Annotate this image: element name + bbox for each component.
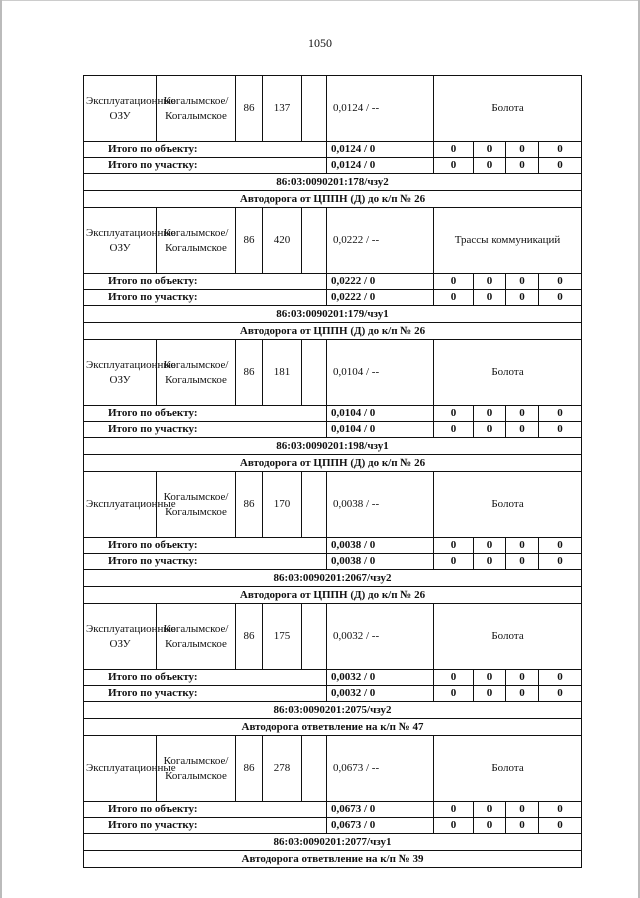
total-area: 0,0104 / 0 [327,422,434,438]
object-total-row [84,142,582,158]
total-value: 0 [506,802,539,818]
road-name-cell: Автодорога ответвление на к/п № 47 [84,719,582,736]
object-total-row [84,538,582,554]
location: Когалымское/ Когалымское [157,208,236,274]
blank-cell [302,604,327,670]
location: Когалымское/ Когалымское [157,340,236,406]
cadastral-number [84,438,582,455]
total-value: 0 [434,422,474,438]
land-category: Болота [434,472,582,538]
total-value: 0 [506,670,539,686]
road-name-cell: Автодорога ответвление на к/п № 39 [84,851,582,868]
total-value: 0 [474,274,506,290]
cadastral-number [84,174,582,191]
cadastral-number-cell: 86:03:0090201:2075/чзу2 [84,702,582,719]
total-value: 0 [434,670,474,686]
total-value: 0 [506,142,539,158]
cadastral-number [84,702,582,719]
land-category: Болота [434,340,582,406]
total-area: 0,0673 / 0 [327,802,434,818]
total-label: Итого по объекту: [84,142,327,158]
plot-total-row [84,686,582,702]
total-label: Итого по объекту: [84,670,327,686]
road-name [84,587,582,604]
object-total-row [84,274,582,290]
total-label: Итого по участку: [84,158,327,174]
total-area: 0,0038 / 0 [327,538,434,554]
plot-row [84,76,582,142]
total-area: 0,0222 / 0 [327,290,434,306]
land-type: Эксплуатационные ОЗУ [84,76,157,142]
cadastral-number-cell: 86:03:0090201:2077/чзу1 [84,834,582,851]
cadastral-number-cell: 86:03:0090201:179/чзу1 [84,306,582,323]
total-value: 0 [474,422,506,438]
total-value: 0 [474,142,506,158]
total-value: 0 [506,290,539,306]
total-label: Итого по участку: [84,554,327,570]
total-value: 0 [539,142,582,158]
total-value: 0 [434,538,474,554]
object-total-row [84,802,582,818]
road-name [84,851,582,868]
blank-cell [302,736,327,802]
total-area: 0,0124 / 0 [327,158,434,174]
total-label: Итого по объекту: [84,802,327,818]
road-name-cell: Автодорога от ЦППН (Д) до к/п № 26 [84,587,582,604]
region-code: 86 [236,736,263,802]
total-label: Итого по объекту: [84,274,327,290]
document-sheet [83,75,561,868]
total-value: 0 [539,290,582,306]
region-code: 86 [236,472,263,538]
location: Когалымское/ Когалымское [157,76,236,142]
location: Когалымское/ Когалымское [157,736,236,802]
total-value: 0 [434,406,474,422]
total-area: 0,0038 / 0 [327,554,434,570]
land-category: Трассы коммуникаций [434,208,582,274]
land-category: Болота [434,736,582,802]
total-value: 0 [506,422,539,438]
total-value: 0 [474,686,506,702]
road-name-cell: Автодорога от ЦППН (Д) до к/п № 26 [84,323,582,340]
region-code: 86 [236,604,263,670]
total-value: 0 [539,670,582,686]
total-value: 0 [434,554,474,570]
quarter-number: 278 [263,736,302,802]
road-name [84,323,582,340]
total-value: 0 [474,538,506,554]
total-value: 0 [506,818,539,834]
total-value: 0 [474,818,506,834]
cadastral-number [84,306,582,323]
area-value: 0,0222 / -- [327,208,434,274]
total-value: 0 [474,554,506,570]
land-type: Эксплуатационные [84,736,157,802]
road-name [84,455,582,472]
page-number: 1050 [308,36,332,50]
plot-row [84,736,582,802]
area-value: 0,0104 / -- [327,340,434,406]
land-type: Эксплуатационные ОЗУ [84,604,157,670]
plot-row [84,604,582,670]
location: Когалымское/ Когалымское [157,472,236,538]
land-category: Болота [434,76,582,142]
total-value: 0 [506,538,539,554]
total-value: 0 [434,686,474,702]
object-total-row [84,406,582,422]
total-value: 0 [474,406,506,422]
total-label: Итого по участку: [84,422,327,438]
total-value: 0 [434,274,474,290]
land-type: Эксплуатационные ОЗУ [84,208,157,274]
total-value: 0 [539,274,582,290]
total-value: 0 [539,158,582,174]
total-label: Итого по объекту: [84,538,327,554]
total-value: 0 [506,686,539,702]
land-type: Эксплуатационные [84,472,157,538]
total-area: 0,0124 / 0 [327,142,434,158]
land-plot-table [83,75,582,868]
cadastral-number-cell: 86:03:0090201:198/чзу1 [84,438,582,455]
total-area: 0,0222 / 0 [327,274,434,290]
blank-cell [302,76,327,142]
region-code: 86 [236,340,263,406]
road-name [84,719,582,736]
total-value: 0 [539,686,582,702]
plot-total-row [84,818,582,834]
land-category: Болота [434,604,582,670]
plot-total-row [84,290,582,306]
scan-edge-top [0,0,640,1]
plot-row [84,472,582,538]
blank-cell [302,208,327,274]
total-value: 0 [474,158,506,174]
location: Когалымское/ Когалымское [157,604,236,670]
cadastral-number [84,834,582,851]
quarter-number: 175 [263,604,302,670]
total-area: 0,0104 / 0 [327,406,434,422]
total-area: 0,0032 / 0 [327,670,434,686]
total-value: 0 [474,670,506,686]
total-label: Итого по участку: [84,686,327,702]
total-value: 0 [434,290,474,306]
total-value: 0 [539,422,582,438]
total-value: 0 [506,406,539,422]
total-area: 0,0673 / 0 [327,818,434,834]
object-total-row [84,670,582,686]
road-name-cell: Автодорога от ЦППН (Д) до к/п № 26 [84,191,582,208]
total-value: 0 [539,406,582,422]
total-value: 0 [434,818,474,834]
region-code: 86 [236,76,263,142]
quarter-number: 181 [263,340,302,406]
total-value: 0 [474,802,506,818]
cadastral-number [84,570,582,587]
total-value: 0 [539,818,582,834]
road-name [84,191,582,208]
table-body [84,76,582,868]
area-value: 0,0124 / -- [327,76,434,142]
total-value: 0 [539,538,582,554]
plot-total-row [84,158,582,174]
total-value: 0 [506,554,539,570]
plot-row [84,340,582,406]
blank-cell [302,340,327,406]
scan-edge-left [0,0,2,898]
total-label: Итого по участку: [84,290,327,306]
land-type: Эксплуатационные ОЗУ [84,340,157,406]
total-label: Итого по объекту: [84,406,327,422]
area-value: 0,0032 / -- [327,604,434,670]
cadastral-number-cell: 86:03:0090201:178/чзу2 [84,174,582,191]
quarter-number: 170 [263,472,302,538]
cadastral-number-cell: 86:03:0090201:2067/чзу2 [84,570,582,587]
area-value: 0,0038 / -- [327,472,434,538]
total-value: 0 [539,802,582,818]
quarter-number: 420 [263,208,302,274]
plot-row [84,208,582,274]
region-code: 86 [236,208,263,274]
total-value: 0 [506,274,539,290]
total-value: 0 [434,158,474,174]
total-value: 0 [506,158,539,174]
road-name-cell: Автодорога от ЦППН (Д) до к/п № 26 [84,455,582,472]
total-area: 0,0032 / 0 [327,686,434,702]
blank-cell [302,472,327,538]
total-value: 0 [539,554,582,570]
total-value: 0 [434,142,474,158]
total-value: 0 [474,290,506,306]
quarter-number: 137 [263,76,302,142]
area-value: 0,0673 / -- [327,736,434,802]
total-label: Итого по участку: [84,818,327,834]
total-value: 0 [434,802,474,818]
plot-total-row [84,554,582,570]
plot-total-row [84,422,582,438]
